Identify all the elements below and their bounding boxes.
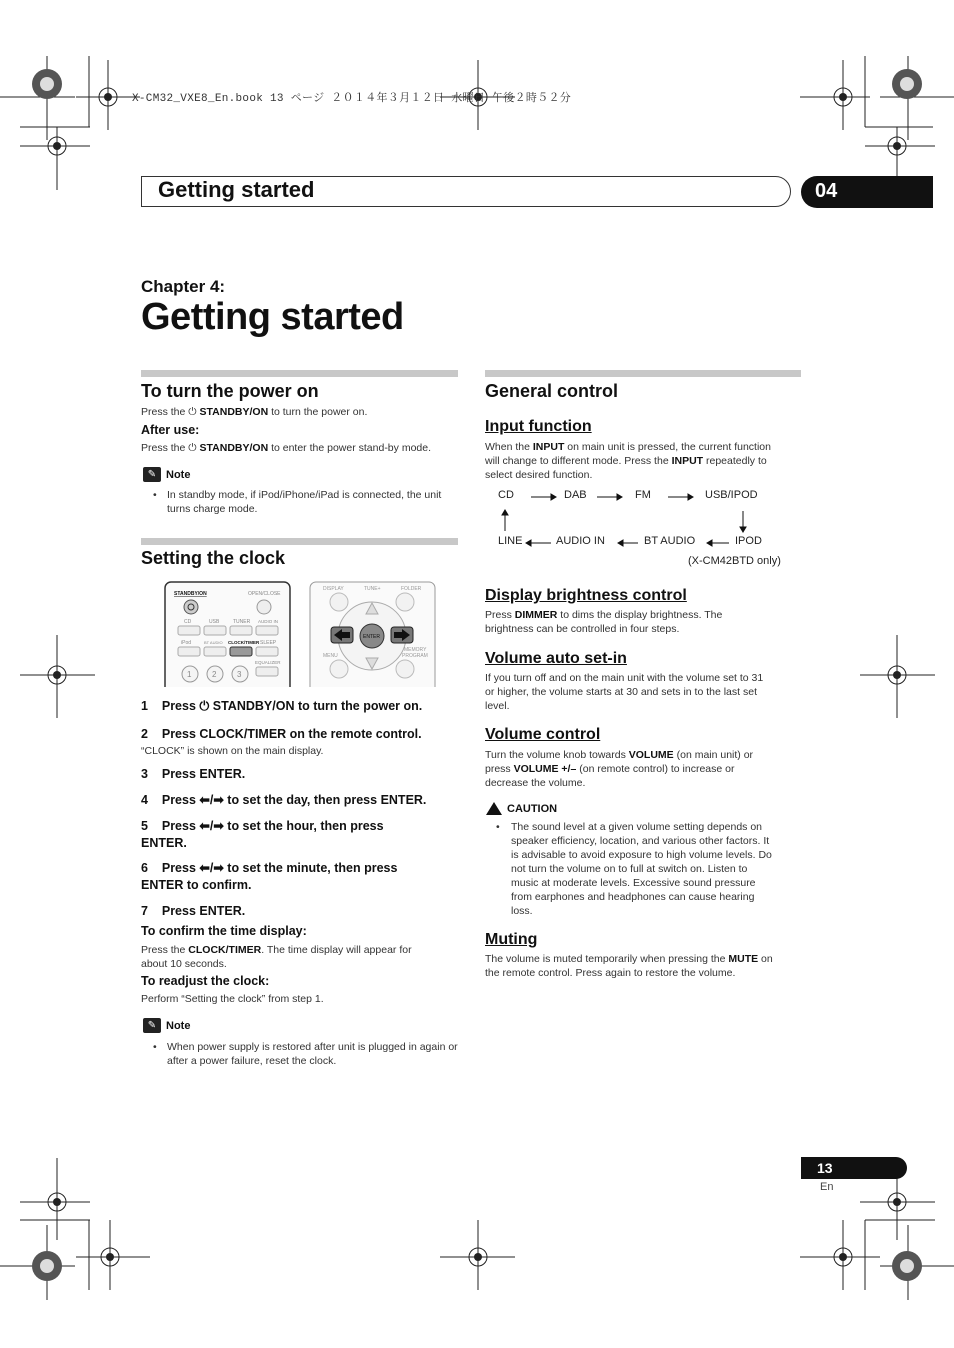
note-label: Note bbox=[166, 469, 191, 481]
svg-text:MENU: MENU bbox=[323, 653, 338, 659]
brightness-text: Press DIMMER to dims the display brightness. The brightness can be controlled in four steps. bbox=[485, 609, 723, 635]
svg-text:TUNER: TUNER bbox=[233, 619, 251, 625]
auto-text: If you turn off and on the main unit with the volume set to 31 or higher, the volume starts at 30 and sets in to the last set level. bbox=[485, 672, 764, 712]
volume-heading: Volume control bbox=[485, 726, 601, 743]
remote-nav-illustration bbox=[309, 581, 436, 687]
bullet-dot: • bbox=[496, 821, 500, 833]
readjust-text: Perform “Setting the clock” from step 1. bbox=[141, 993, 324, 1005]
svg-text:iPod: iPod bbox=[181, 640, 192, 646]
chapter-title: Getting started bbox=[141, 296, 404, 338]
print-info: X-CM32_VXE8_En.book 13 ページ ２０１４年３月１２日 水曜日 午後２時５２分 bbox=[132, 93, 572, 105]
power-icon: ⏻ bbox=[188, 406, 197, 418]
flow-ipod: IPOD bbox=[735, 535, 762, 547]
caution-label: CAUTION bbox=[507, 803, 558, 815]
auto-heading: Volume auto set-in bbox=[485, 650, 627, 667]
svg-text:2: 2 bbox=[212, 670, 217, 679]
remote-standby-label: STANDBY/ON bbox=[174, 591, 207, 597]
note-label: Note bbox=[166, 1020, 191, 1032]
confirm-heading: To confirm the time display: bbox=[141, 924, 307, 938]
remote-top-illustration bbox=[164, 581, 291, 687]
svg-text:USB: USB bbox=[209, 619, 220, 625]
flow-cd: CD bbox=[498, 489, 514, 501]
note-icon: ✎ bbox=[143, 1018, 161, 1033]
muting-text: The volume is muted temporarily when pressing the MUTE on the remote control. Press again to restore the volume. bbox=[485, 953, 773, 979]
svg-text:CD: CD bbox=[184, 619, 192, 625]
power-icon: ⏻ bbox=[188, 442, 197, 454]
flow-dab: DAB bbox=[564, 489, 587, 501]
clock-step-3: 3 Press ENTER. bbox=[141, 767, 246, 781]
clock-step-5: 5 Press ⬅/➡ to set the hour, then press ENTER. bbox=[141, 819, 384, 850]
svg-text:MEMORY: MEMORY bbox=[404, 647, 427, 653]
input-text: When the INPUT on main unit is pressed, the current function will change to different mode. Press the INPUT repeatedly to select desired function. bbox=[485, 441, 771, 481]
chapter-number-tab: 04 bbox=[801, 176, 933, 208]
bullet-dot: • bbox=[153, 1041, 157, 1053]
language-label: En bbox=[820, 1181, 834, 1193]
enter-button-label: ENTER bbox=[363, 634, 380, 640]
input-heading: Input function bbox=[485, 418, 592, 435]
note-icon: ✎ bbox=[143, 467, 161, 482]
flow-line: LINE bbox=[498, 535, 523, 547]
svg-text:AUDIO IN: AUDIO IN bbox=[258, 619, 279, 624]
clock-heading: Setting the clock bbox=[141, 548, 286, 568]
bullet-dot: • bbox=[153, 489, 157, 501]
confirm-text: Press the CLOCK/TIMER. The time display will appear for about 10 seconds. bbox=[141, 944, 412, 970]
clock-step-1: 1 Press ⏻ STANDBY/ON to turn the power on. bbox=[141, 699, 423, 713]
svg-text:CLOCK/TIMER: CLOCK/TIMER bbox=[228, 640, 260, 645]
flow-fm: FM bbox=[635, 489, 651, 501]
clock-step-4: 4 Press ⬅/➡ to set the day, then press ENTER. bbox=[141, 793, 427, 807]
flow-bt-audio: BT AUDIO bbox=[644, 535, 696, 547]
svg-text:1: 1 bbox=[187, 670, 192, 679]
input-flow-arrows bbox=[485, 485, 805, 555]
svg-text:3: 3 bbox=[237, 670, 242, 679]
page-number-tab: 13 bbox=[801, 1157, 907, 1179]
clock-note-text: When power supply is restored after unit is plugged in again or after a power failure, reset the clock. bbox=[167, 1041, 458, 1067]
left-right-arrow-icon: ⬅/➡ bbox=[199, 861, 224, 875]
header-title: Getting started bbox=[158, 177, 315, 202]
caution-icon bbox=[486, 802, 502, 815]
after-use-label: After use: bbox=[141, 423, 200, 437]
remote-openclose-label: OPEN/CLOSE bbox=[248, 591, 281, 597]
clock-step-2-sub: “CLOCK” is shown on the main display. bbox=[141, 745, 324, 757]
svg-text:TUNE+: TUNE+ bbox=[364, 586, 381, 592]
svg-text:DISPLAY: DISPLAY bbox=[323, 586, 344, 592]
volume-text: Turn the volume knob towards VOLUME (on main unit) or press VOLUME +/– (on remote control) to increase or decrease the volume. bbox=[485, 749, 754, 789]
svg-text:BT AUDIO: BT AUDIO bbox=[204, 640, 223, 645]
power-line2: Press the ⏻ STANDBY/ON to enter the power stand-by mode. bbox=[141, 442, 431, 454]
general-heading: General control bbox=[485, 381, 619, 401]
svg-text:EQUALIZER: EQUALIZER bbox=[255, 660, 281, 665]
caution-text: The sound level at a given volume setting depends on speaker efficiency, location, and various other factors. It is advisable to avoid exposure to high volume levels. Do not turn the volume on to full at switch on. Listen to music at moderate levels. Excessive sound pressure from earphones and headphones can cause hearing loss. bbox=[511, 821, 772, 917]
section-rule bbox=[141, 538, 458, 545]
power-note-text: In standby mode, if iPod/iPhone/iPad is connected, the unit turns charge mode. bbox=[167, 489, 442, 515]
power-heading: To turn the power on bbox=[141, 381, 319, 401]
clock-step-6: 6 Press ⬅/➡ to set the minute, then press ENTER to confirm. bbox=[141, 861, 398, 892]
left-right-arrow-icon: ⬅/➡ bbox=[199, 819, 224, 833]
flow-model-note: (X-CM42BTD only) bbox=[688, 555, 781, 567]
power-icon: ⏻ bbox=[199, 699, 210, 713]
readjust-heading: To readjust the clock: bbox=[141, 974, 270, 988]
section-rule bbox=[141, 370, 458, 377]
flow-usb-ipod: USB/IPOD bbox=[705, 489, 758, 501]
muting-heading: Muting bbox=[485, 931, 538, 948]
power-line1: Press the ⏻ STANDBY/ON to turn the power on. bbox=[141, 406, 368, 418]
svg-text:PROGRAM: PROGRAM bbox=[402, 653, 428, 659]
section-rule bbox=[485, 370, 801, 377]
brightness-heading: Display brightness control bbox=[485, 587, 687, 604]
flow-audio-in: AUDIO IN bbox=[556, 535, 605, 547]
clock-step-7: 7 Press ENTER. bbox=[141, 904, 246, 918]
left-right-arrow-icon: ⬅/➡ bbox=[199, 793, 224, 807]
svg-text:FOLDER: FOLDER bbox=[401, 586, 422, 592]
svg-text:SLEEP: SLEEP bbox=[260, 640, 277, 646]
clock-step-2: 2 Press CLOCK/TIMER on the remote control. bbox=[141, 727, 422, 741]
chapter-label: Chapter 4: bbox=[141, 277, 226, 296]
